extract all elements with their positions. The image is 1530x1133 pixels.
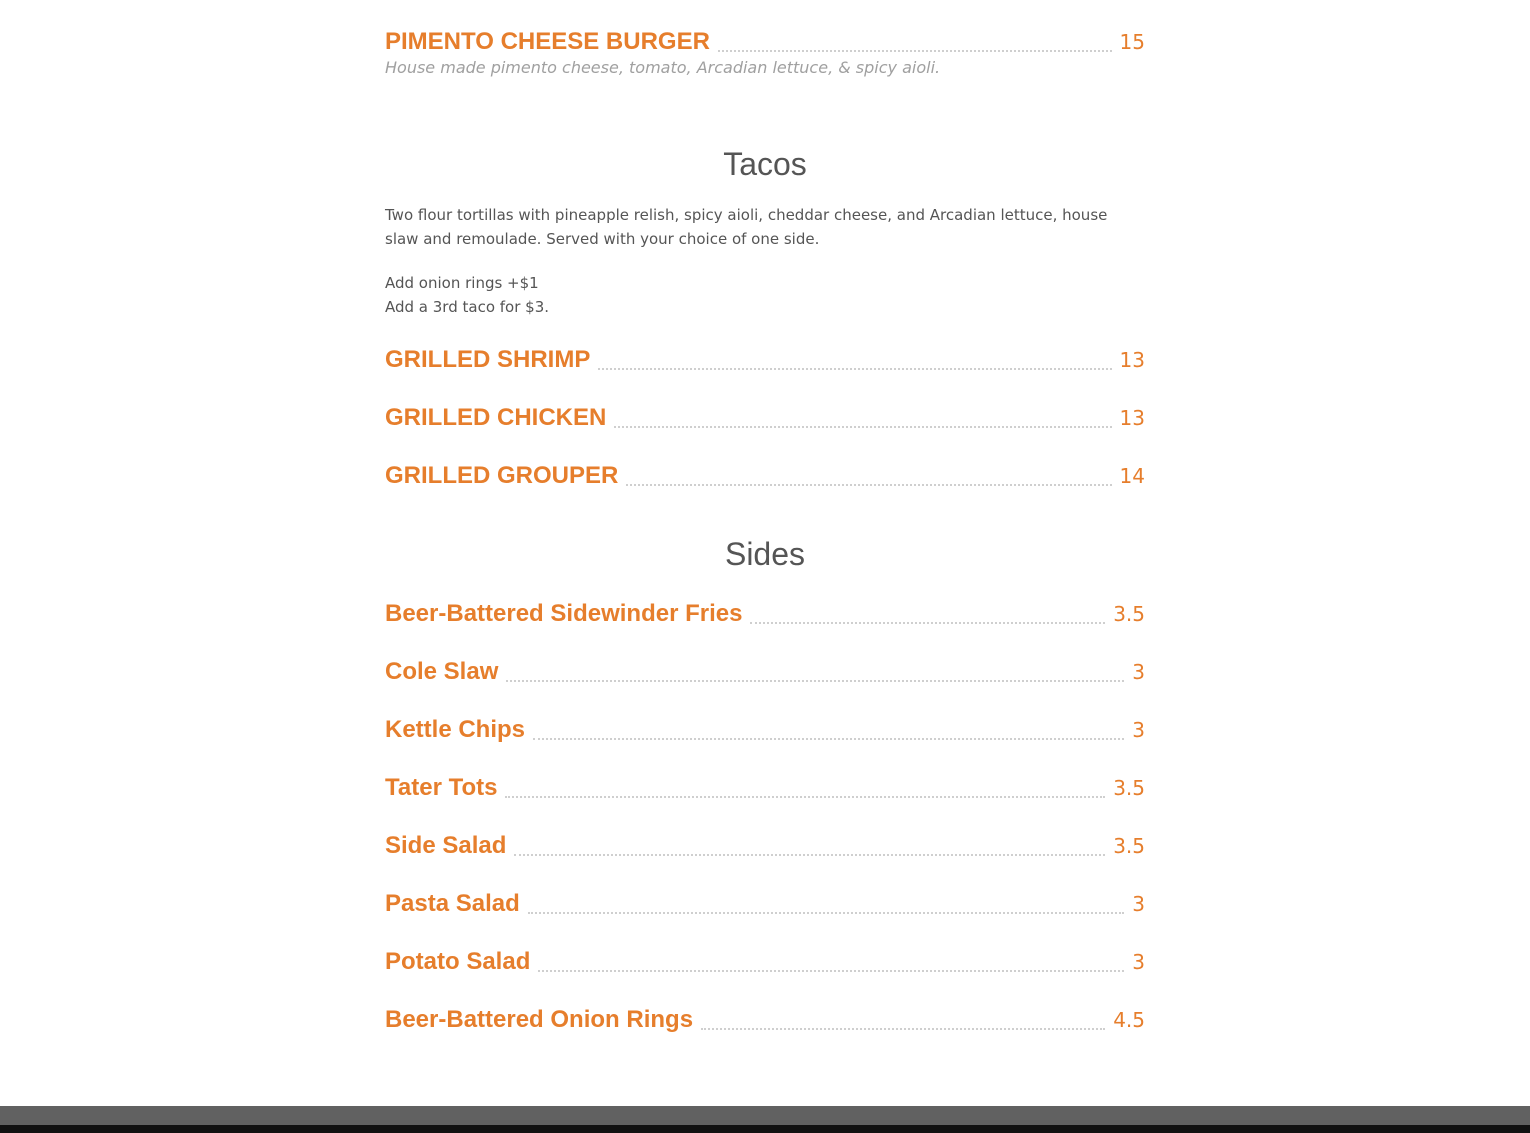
menu-item-side-salad	[385, 821, 1145, 860]
menu-item-grilled-shrimp	[385, 335, 1145, 374]
menu-item-name: Tater Tots	[385, 774, 498, 801]
menu-item-grilled-grouper	[385, 451, 1145, 490]
menu-item-price: 3	[1132, 892, 1145, 916]
dot-leader	[750, 589, 1105, 624]
menu-item-pimento-cheese-burger	[385, 17, 1145, 56]
menu-item-name: Beer-Battered Sidewinder Fries	[385, 600, 743, 627]
menu-item-pasta-salad	[385, 879, 1145, 918]
menu-item-price: 13	[1119, 348, 1145, 372]
menu-item-price: 14	[1119, 464, 1145, 488]
menu-item-price: 15	[1119, 30, 1145, 54]
menu-item-price: 4.5	[1113, 1008, 1145, 1032]
dot-leader	[598, 335, 1111, 370]
menu-item-name: Pasta Salad	[385, 890, 520, 917]
section-title-sides: Sides	[724, 536, 806, 572]
menu-item-price: 3	[1132, 660, 1145, 684]
tacos-note-third-taco: Add a 3rd taco for $3.	[385, 298, 550, 316]
dot-leader	[614, 393, 1111, 428]
menu-item-price: 3.5	[1113, 834, 1145, 858]
menu-item-onion-rings	[385, 995, 1145, 1034]
dot-leader	[701, 995, 1105, 1030]
menu-item-name: GRILLED CHICKEN	[385, 404, 607, 431]
menu-item-price: 13	[1119, 406, 1145, 430]
dot-leader	[538, 937, 1124, 972]
tacos-intro: Two flour tortillas with pineapple relish, spicy aioli, cheddar cheese, and Arcadian lettuce, house slaw and remoulade. Served with your choice of one side.	[385, 206, 1108, 248]
menu-item-grilled-chicken	[385, 393, 1145, 432]
dot-leader	[718, 17, 1112, 52]
menu-item-description: House made pimento cheese, tomato, Arcadian lettuce, & spicy aioli.	[385, 58, 941, 77]
menu-item-cole-slaw	[385, 647, 1145, 686]
menu-item-potato-salad	[385, 937, 1145, 976]
menu-item-price: 3	[1132, 950, 1145, 974]
menu-item-price: 3.5	[1113, 776, 1145, 800]
menu-item-price: 3.5	[1113, 602, 1145, 626]
dot-leader	[506, 647, 1124, 682]
menu-item-name: GRILLED SHRIMP	[385, 346, 591, 373]
dot-leader	[505, 763, 1105, 798]
menu-item-name: GRILLED GROUPER	[385, 462, 619, 489]
menu-item-name: Beer-Battered Onion Rings	[385, 1006, 694, 1033]
menu-item-name: Cole Slaw	[385, 658, 499, 685]
dot-leader	[528, 879, 1125, 914]
menu-item-name: Potato Salad	[385, 948, 531, 975]
dot-leader	[626, 451, 1111, 486]
section-title-tacos: Tacos	[723, 146, 807, 182]
dot-leader	[533, 705, 1124, 740]
dot-leader	[514, 821, 1105, 856]
menu-item-tater-tots	[385, 763, 1145, 802]
tacos-note-onion-rings: Add onion rings +$1	[385, 274, 539, 292]
menu-item-price: 3	[1132, 718, 1145, 742]
menu-item-name: PIMENTO CHEESE BURGER	[385, 28, 710, 55]
footer-edge	[0, 1125, 1530, 1133]
menu-item-kettle-chips	[385, 705, 1145, 744]
menu-item-name: Kettle Chips	[385, 716, 526, 743]
menu-item-sidewinder-fries	[385, 589, 1145, 628]
menu-item-name: Side Salad	[385, 832, 507, 859]
